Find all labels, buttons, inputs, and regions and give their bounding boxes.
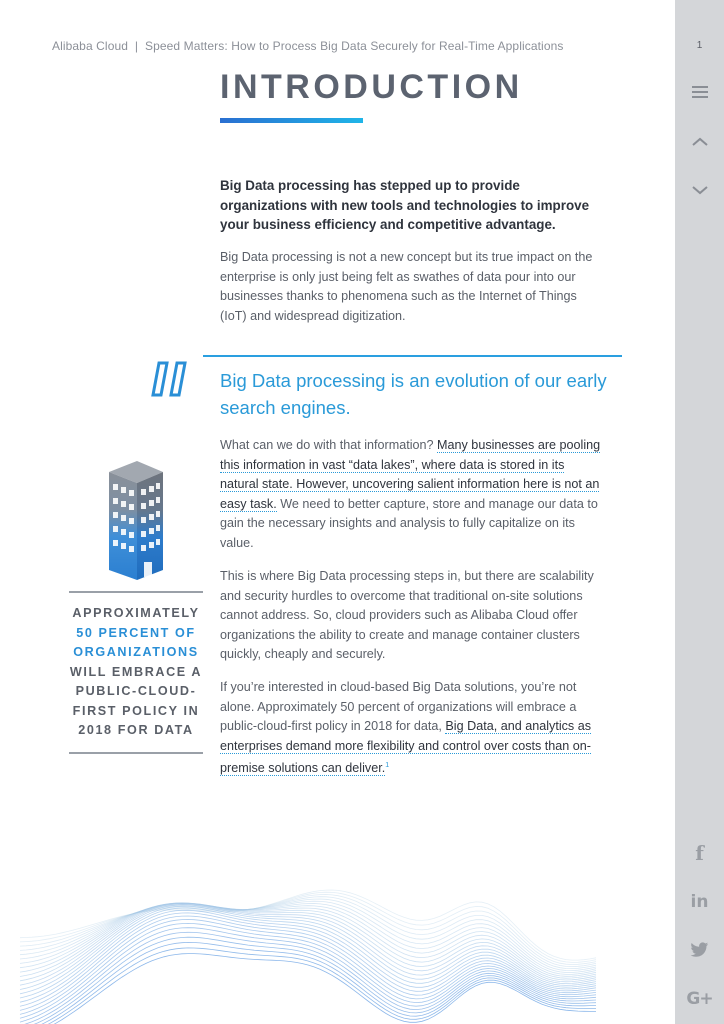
- menu-icon: [691, 84, 709, 100]
- header-brand: Alibaba Cloud: [52, 39, 129, 53]
- stat-divider-top: [69, 591, 203, 593]
- linkedin-share-button[interactable]: [687, 889, 712, 914]
- wave-line: [20, 901, 596, 970]
- wave-line: [20, 942, 596, 1024]
- quote-divider: [203, 355, 622, 357]
- wave-lines-graphic: [0, 800, 675, 1024]
- navigation-sidebar: [675, 0, 724, 1024]
- para2-end: We need to better capture, store and manage our data to gain the necessary insights and analysis to fully capitalize on its value.: [220, 496, 598, 550]
- para4-link[interactable]: Big Data, and analytics as enterprises demand more flexibility and control over costs than on-premise solutions can deliver.: [220, 719, 592, 776]
- building-icon: [107, 458, 165, 587]
- stat-divider-bottom: [69, 752, 203, 754]
- twitter-icon: [690, 942, 709, 958]
- facebook-icon: f: [695, 840, 704, 865]
- body-paragraph-4: [220, 678, 605, 779]
- twitter-share-button[interactable]: [687, 937, 712, 962]
- stat-callout: [66, 604, 206, 741]
- body-paragraph-3: This is where Big Data processing steps in, but there are scalability and security hurdles to overcome that traditional on-site solutions cannot address. So, cloud providers such as Alibaba Cloud offer organizations the ability to create and manage container clusters quickly, cheaply and securely.: [220, 569, 594, 661]
- para2-link[interactable]: Many businesses are pooling this information in vast “data lakes”, where data is stored in its natural state. However, uncovering salient information here is not an easy task.: [220, 438, 601, 511]
- header-doc-title: Speed Matters: How to Process Big Data Securely for Real-Time Applications: [145, 39, 564, 53]
- linkedin-icon: in: [690, 891, 709, 912]
- googleplus-icon: G+: [686, 988, 713, 1009]
- chevron-up-icon: [691, 136, 709, 148]
- chevron-down-icon: [691, 184, 709, 196]
- lead-paragraph: Big Data processing has stepped up to provide organizations with new tools and technologies to improve your business efficiency and competitive advantage.: [220, 178, 590, 232]
- menu-button[interactable]: [687, 79, 712, 104]
- running-header: [52, 39, 563, 53]
- quote-icon: [150, 352, 190, 402]
- header-separator: |: [134, 39, 139, 53]
- footnote-marker[interactable]: 1: [385, 762, 390, 769]
- facebook-share-button[interactable]: [687, 840, 712, 865]
- googleplus-share-button[interactable]: [687, 986, 712, 1011]
- wave-line: [20, 932, 596, 1024]
- page-number: 1: [696, 40, 703, 51]
- next-page-button[interactable]: [687, 177, 712, 202]
- previous-page-button[interactable]: [687, 129, 712, 154]
- title-underline: [220, 118, 363, 123]
- body-paragraph-2: [220, 436, 605, 553]
- para2-start: What can we do with that information?: [220, 438, 438, 452]
- pull-quote: Big Data processing is an evolution of our early search engines.: [220, 370, 607, 418]
- para4-start: If you’re interested in cloud-based Big Data solutions, you’re not alone. Approximately 50 percent of organizations will embrace a public-cloud-first policy in 2018 for data,: [220, 680, 577, 733]
- wave-line: [20, 954, 596, 1024]
- stat-line-1: APPROXIMATELY: [72, 606, 200, 620]
- stat-highlight: 50 PERCENT OF ORGANIZATIONS: [73, 625, 199, 659]
- stat-line-2: WILL EMBRACE A PUBLIC-CLOUD-FIRST POLICY IN 2018 FOR DATA: [69, 664, 203, 737]
- body-paragraph-1: Big Data processing is not a new concept but its true impact on the enterprise is only just being felt as swathes of data pour into our businesses thanks to phenomena such as the Internet of Things (IoT) and widespread digitization.: [220, 250, 593, 323]
- page-title: INTRODUCTION: [220, 68, 523, 106]
